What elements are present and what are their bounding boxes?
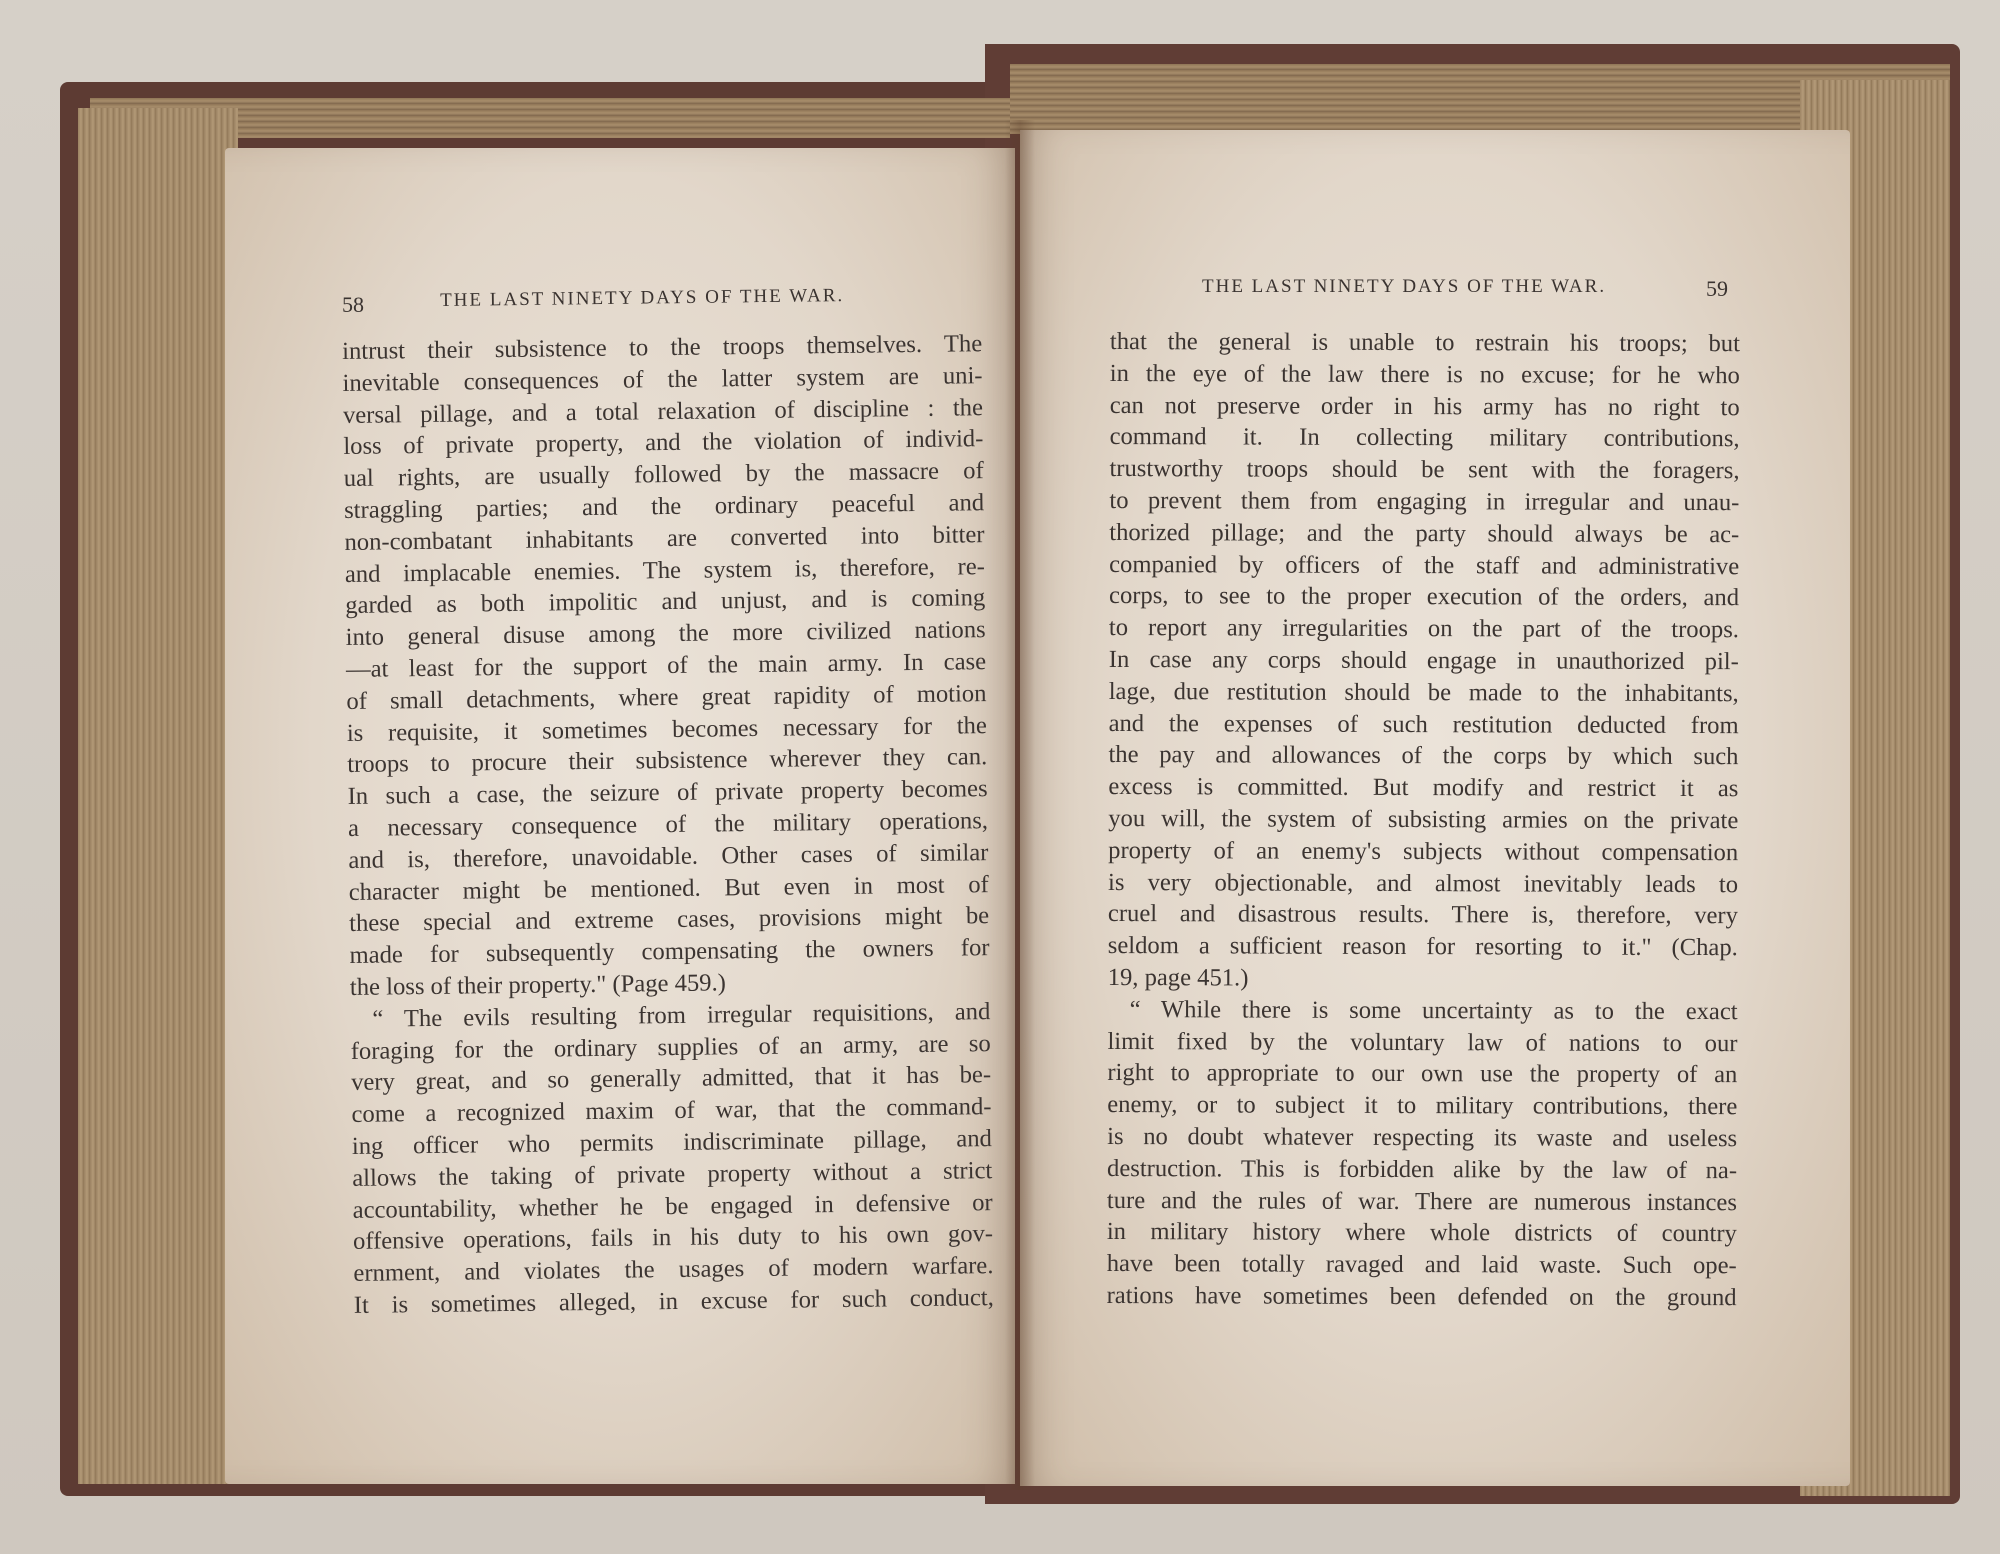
text-line: can not preserve order in his army has no right to: [1109, 391, 1740, 421]
text-line: ernment, and violates the usages of modern warfare.: [353, 1252, 994, 1288]
text-line: “ While there is some uncertainty as to the exact: [1129, 995, 1738, 1025]
text-line: limit fixed by the voluntary law of nations to our: [1107, 1027, 1738, 1057]
left-running-head: THE LAST NINETY DAYS OF THE WAR.: [440, 285, 845, 311]
text-line: to report any irregularities on the part of the troops.: [1108, 614, 1739, 644]
left-page-text: [342, 328, 994, 1321]
text-line: troops to procure their subsistence wherever they can.: [347, 743, 988, 779]
text-line: very great, and so generally admitted, that it has be-: [350, 1061, 992, 1097]
text-line: It is sometimes alleged, in excuse for such conduct,: [353, 1284, 994, 1319]
text-line: into general disuse among the more civilized nations: [345, 616, 986, 652]
text-line: the loss of their property." (Page 459.): [349, 969, 727, 1001]
text-line: to prevent them from engaging in irregular and unau-: [1109, 486, 1740, 517]
text-line: lage, due restitution should be made to the inhabitants,: [1108, 677, 1739, 707]
text-line: and implacable enemies. The system is, therefore, re-: [344, 552, 986, 588]
text-line: you will, the system of subsisting armies on the private: [1108, 804, 1739, 835]
text-line: non-combatant inhabitants are converted into bitter: [344, 520, 985, 556]
text-line: seldom a sufficient reason for resorting to it." (Chap.: [1107, 932, 1738, 962]
text-line: is requisite, it sometimes becomes necessary for the: [346, 711, 987, 747]
right-page-text: [1107, 326, 1740, 1314]
text-line: In case any corps should engage in unauthorized pil-: [1108, 645, 1739, 676]
text-line: ual rights, are usually followed by the massacre of: [343, 457, 984, 493]
text-line: foraging for the ordinary supplies of an army, are so: [350, 1029, 991, 1065]
text-line: garded as both impolitic and unjust, and is coming: [345, 584, 986, 620]
text-line: ture and the rules of war. There are numerous instances: [1106, 1186, 1737, 1216]
text-line: in the eye of the law there is no excuse; for he who: [1109, 359, 1740, 389]
text-line: inevitable consequences of the latter system are uni-: [342, 361, 983, 397]
text-line: in military history where whole districts of country: [1106, 1218, 1737, 1248]
text-line: the pay and allowances of the corps by which such: [1108, 741, 1739, 771]
text-line: trustworthy troops should be sent with the foragers,: [1109, 455, 1740, 485]
book-gutter: [1005, 120, 1035, 1490]
text-line: rations have sometimes been defended on the ground: [1106, 1281, 1737, 1312]
text-line: offensive operations, fails in his duty to his own gov-: [352, 1220, 994, 1256]
right-page-number: 59: [1706, 276, 1728, 301]
text-line: is no doubt whatever respecting its waste and useless: [1107, 1122, 1738, 1153]
text-line: companied by officers of the staff and administrative: [1109, 550, 1740, 580]
text-line: destruction. This is forbidden alike by the law of na-: [1107, 1154, 1738, 1184]
text-line: come a recognized maxim of war, that the command-: [351, 1093, 992, 1129]
left-page-number: 58: [342, 292, 364, 317]
text-line: these special and extreme cases, provisions might be: [349, 902, 990, 938]
text-line: of small detachments, where great rapidity of motion: [346, 679, 987, 715]
right-running-head: THE LAST NINETY DAYS OF THE WAR.: [1202, 276, 1607, 297]
text-line: allows the taking of private property without a strict: [352, 1156, 993, 1192]
text-line: a necessary consequence of the military operations,: [347, 807, 989, 842]
text-line: corps, to see to the proper execution of the orders, and: [1109, 582, 1740, 612]
text-line: thorized pillage; and the party should always be ac-: [1109, 518, 1740, 548]
text-line: straggling parties; and the ordinary peaceful and: [343, 489, 985, 524]
text-line: made for subsequently compensating the owners for: [349, 934, 990, 970]
text-line: enemy, or to subject it to military contributions, there: [1107, 1091, 1738, 1121]
text-line: ing officer who permits indiscriminate pillage, and: [351, 1125, 993, 1160]
text-line: excess is committed. But modify and restrict it as: [1108, 773, 1739, 803]
text-line: is very objectionable, and almost inevitably leads to: [1108, 868, 1739, 898]
text-line: and the expenses of such restitution deducted from: [1108, 709, 1739, 739]
text-line: have been totally ravaged and laid waste. Such ope-: [1106, 1250, 1737, 1280]
text-line: and is, therefore, unavoidable. Other cases of similar: [348, 838, 989, 874]
text-line: right to appropriate to our own use the property of an: [1107, 1059, 1738, 1089]
text-line: “ The evils resulting from irregular requisitions, and: [372, 997, 991, 1033]
text-line: 19, page 451.): [1107, 963, 1249, 992]
text-line: character might be mentioned. But even in most of: [348, 870, 989, 906]
text-line: property of an enemy's subjects without compensation: [1108, 836, 1739, 866]
text-line: loss of private property, and the violation of individ-: [343, 425, 984, 461]
text-line: cruel and disastrous results. There is, therefore, very: [1107, 900, 1738, 930]
text-line: accountability, whether he be engaged in defensive or: [352, 1188, 993, 1224]
text-line: that the general is unable to restrain his troops; but: [1109, 328, 1740, 358]
page-edges-left: [78, 108, 238, 1484]
text-line: command it. In collecting military contributions,: [1109, 423, 1740, 453]
text-line: —at least for the support of the main army. In case: [345, 648, 987, 683]
text-line: intrust their subsistence to the troops themselves. The: [342, 330, 983, 365]
text-line: versal pillage, and a total relaxation of discipline : the: [342, 393, 984, 429]
text-line: In such a case, the seizure of private property becomes: [347, 775, 988, 811]
